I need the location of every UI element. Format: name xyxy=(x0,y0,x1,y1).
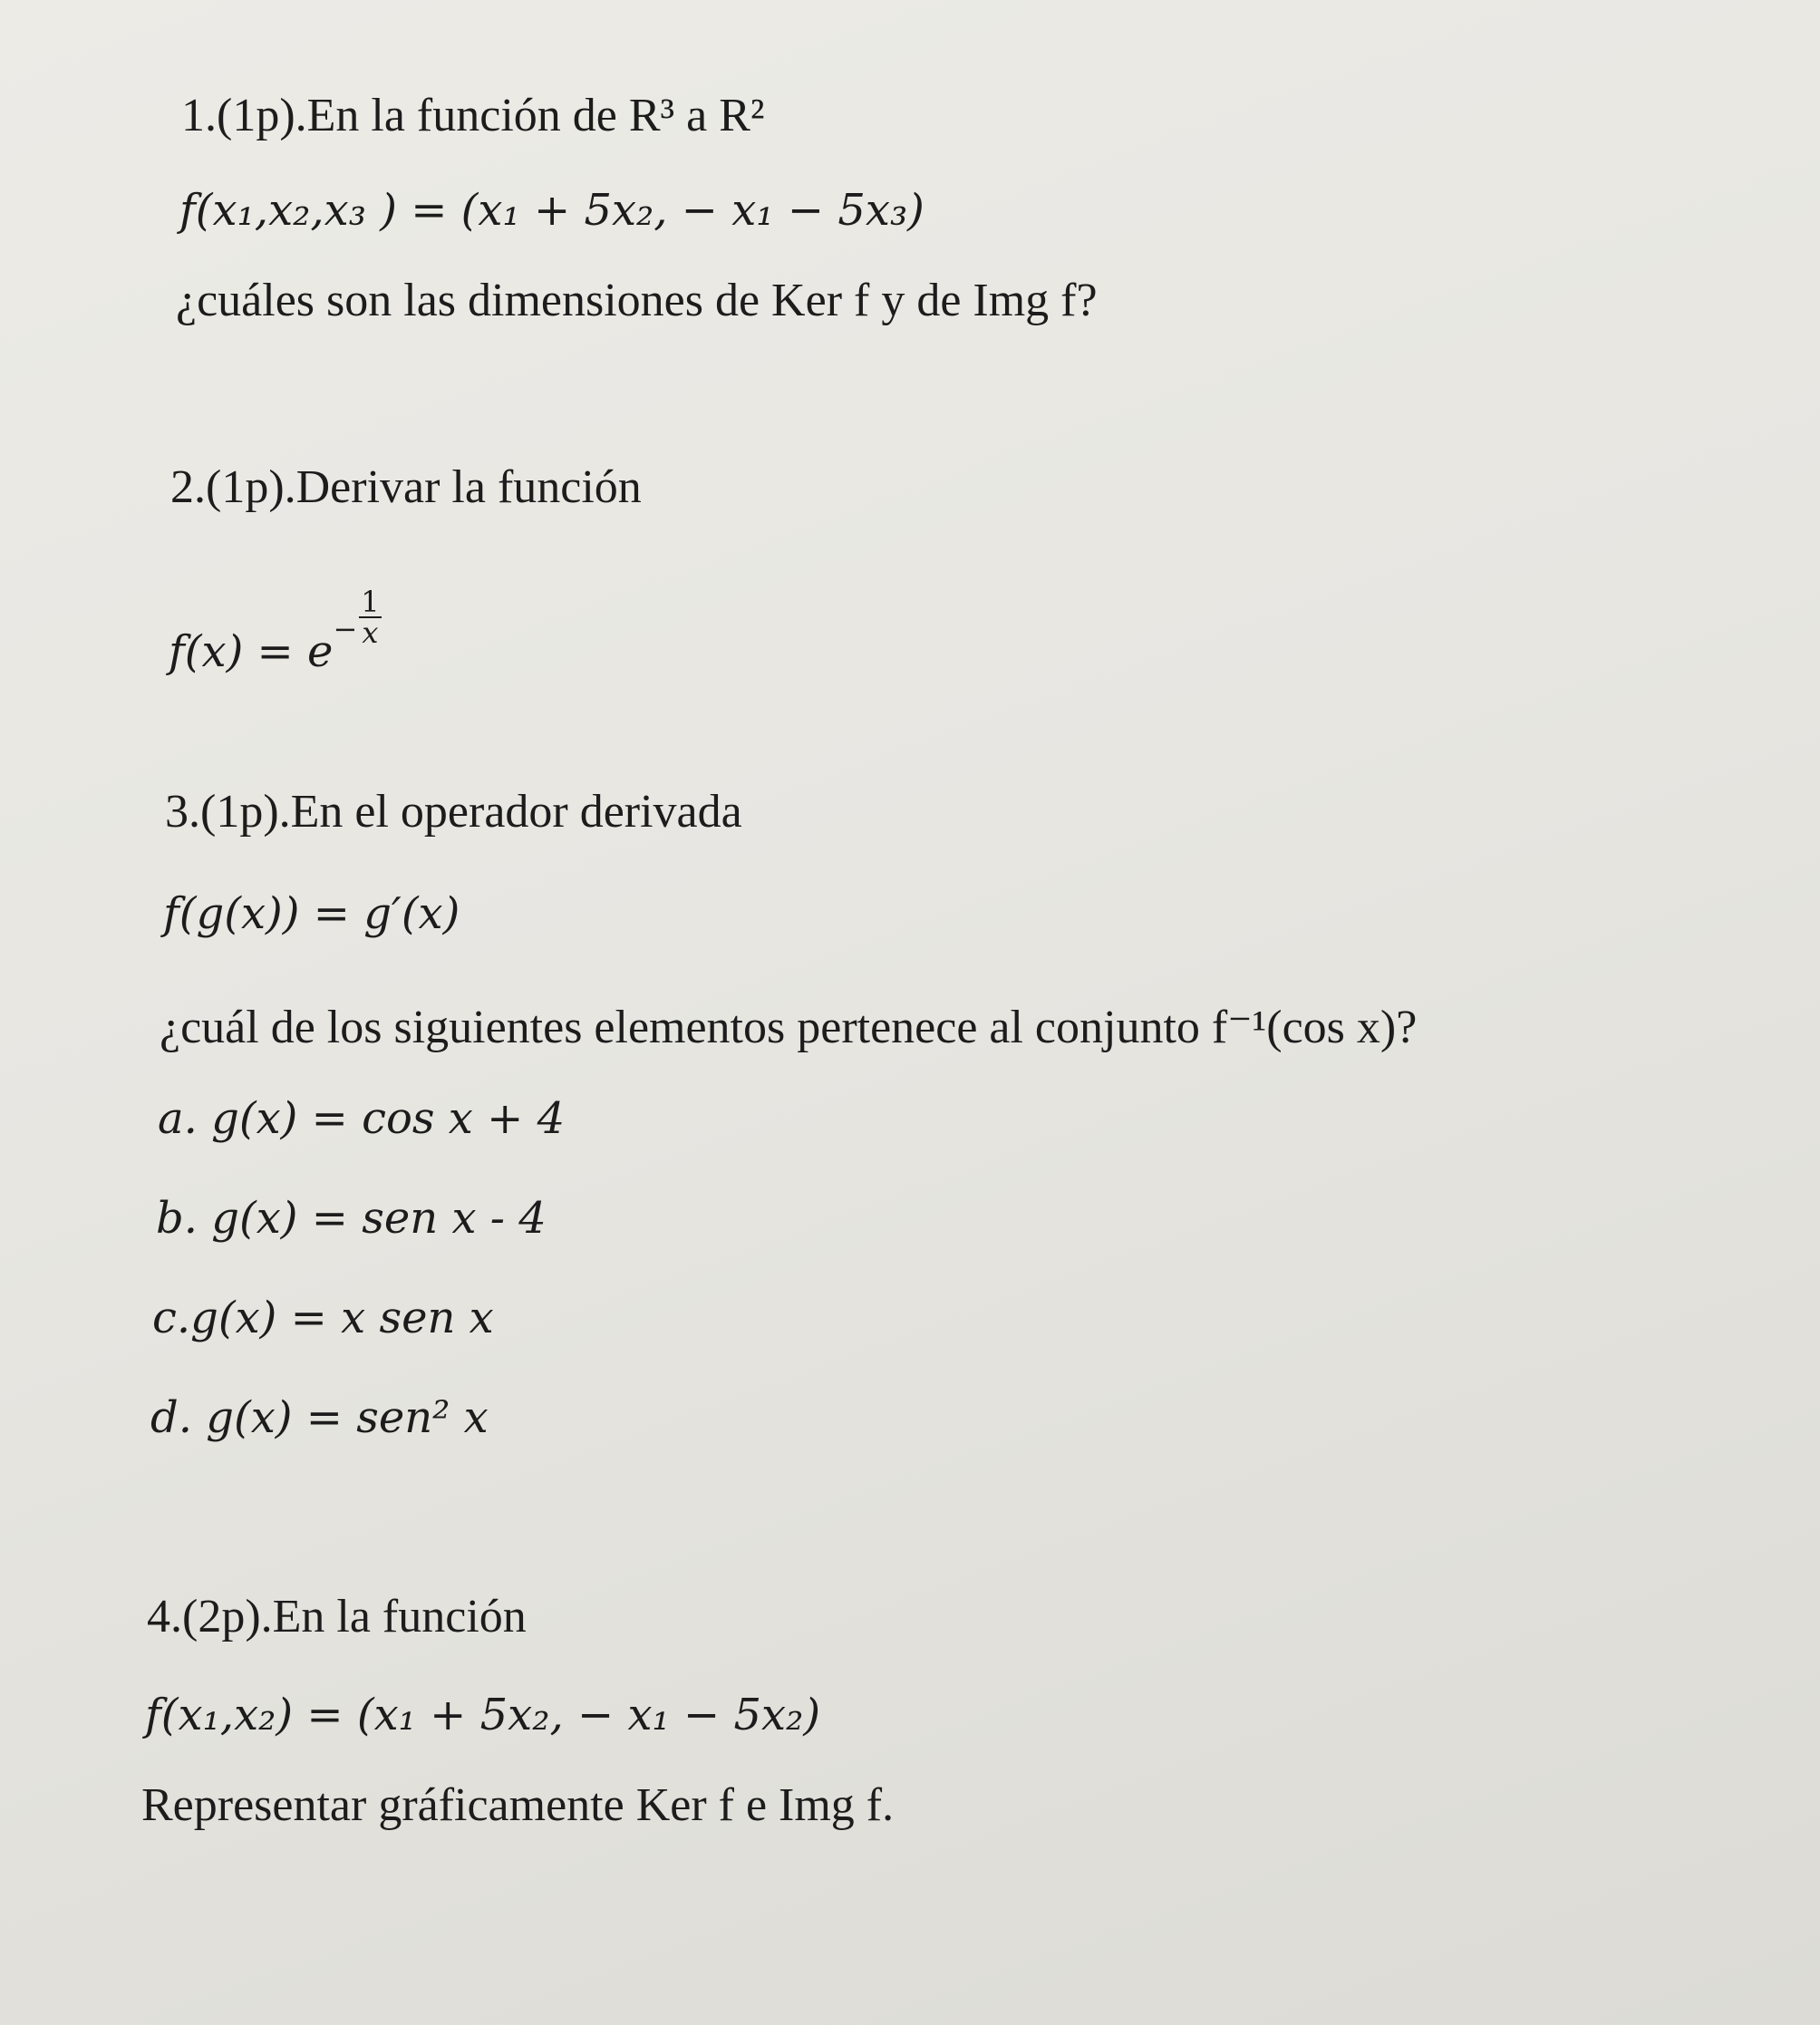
q3-option-d: d. g(x) = sen² x xyxy=(150,1392,489,1443)
q3-title: 3.(1p).En el operador derivada xyxy=(165,786,742,838)
q4-question: Representar gráficamente Ker f e Img f. xyxy=(141,1779,895,1831)
q3-formula: f(g(x)) = g′(x) xyxy=(163,888,460,939)
q4-formula: f(x₁,x₂) = (x₁ + 5x₂, − x₁ − 5x₂) xyxy=(145,1690,821,1740)
q4-title: 4.(2p).En la función xyxy=(147,1591,527,1642)
q3-option-a: a. g(x) = cos x + 4 xyxy=(158,1093,566,1144)
q1-title: 1.(1p).En la función de R³ a R² xyxy=(181,90,765,141)
q1-question: ¿cuáles son las dimensiones de Ker f y de Img f? xyxy=(176,275,1098,326)
q2-title: 2.(1p).Derivar la función xyxy=(170,461,642,513)
q1-formula: f(x₁,x₂,x₃ ) = (x₁ + 5x₂, − x₁ − 5x₃) xyxy=(179,185,925,236)
q2-exp-sign: − xyxy=(333,612,358,646)
q2-exp-numerator: 1 xyxy=(361,585,380,619)
q2-formula xyxy=(169,585,382,677)
q3-question: ¿cuál de los siguientes elementos pertenece al conjunto f⁻¹(cos x)? xyxy=(160,1002,1418,1053)
q3-option-b: b. g(x) = sen x - 4 xyxy=(156,1193,547,1244)
q2-formula-base: f(x) = e xyxy=(169,626,334,677)
q2-exp-denominator: x xyxy=(362,615,379,650)
q3-option-c: c.g(x) = x sen x xyxy=(152,1293,494,1343)
q2-exp-fraction xyxy=(359,585,381,650)
